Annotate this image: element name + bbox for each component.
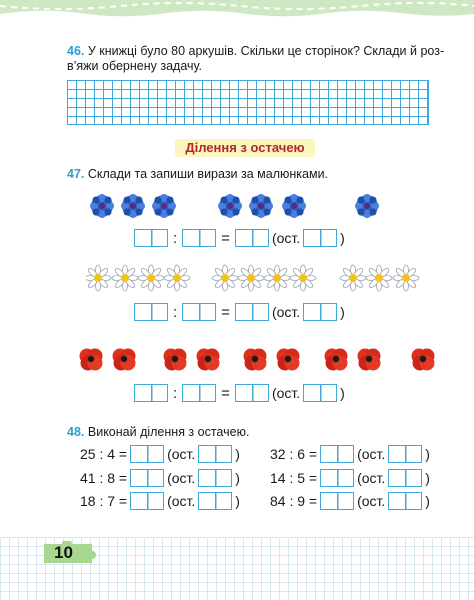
task-number: 47. [67,167,85,181]
close-paren: ) [340,385,345,401]
remainder-label: (ост. [357,470,386,486]
remainder-box[interactable] [303,229,337,247]
exercise-expression: 32 : 6 = [270,446,318,462]
division-exercise [270,469,430,487]
remainder-label: (ост. [357,493,386,509]
task-number: 48. [67,425,85,439]
answer-box[interactable] [182,303,216,321]
division-exercise [80,492,240,510]
answer-box[interactable] [134,229,168,247]
remainder-box[interactable] [303,384,337,402]
task-text: Виконай ділення з остачею. [87,425,250,439]
divide-sign: : [173,229,178,247]
remainder-box[interactable] [198,492,232,510]
writing-grid[interactable] [67,80,429,125]
expression-row-2 [134,303,345,321]
division-exercise [80,469,240,487]
close-paren: ) [340,230,345,246]
expression-row-3 [134,384,345,402]
close-paren: ) [425,493,430,509]
answer-box[interactable] [130,469,164,487]
close-paren: ) [425,470,430,486]
remainder-box[interactable] [388,469,422,487]
task-47 [67,166,328,183]
remainder-box[interactable] [388,445,422,463]
task-number: 46. [67,44,85,58]
cornflowers-illustration [88,193,388,219]
close-paren: ) [235,470,240,486]
page-number: 10 [54,543,73,562]
divide-sign: : [173,303,178,321]
answer-box[interactable] [182,229,216,247]
answer-box[interactable] [320,492,354,510]
answer-box[interactable] [130,445,164,463]
task-48 [67,424,249,441]
equals-sign: = [221,229,230,247]
exercise-expression: 84 : 9 = [270,493,318,509]
close-paren: ) [340,304,345,320]
answer-box[interactable] [134,303,168,321]
remainder-box[interactable] [388,492,422,510]
remainder-box[interactable] [198,469,232,487]
remainder-label: (ост. [167,446,196,462]
division-exercise [270,492,430,510]
close-paren: ) [235,446,240,462]
answer-box[interactable] [235,303,269,321]
poppies-illustration [78,345,442,373]
answer-box[interactable] [320,445,354,463]
equals-sign: = [221,384,230,402]
remainder-label: (ост. [167,470,196,486]
exercise-expression: 41 : 8 = [80,470,128,486]
close-paren: ) [235,493,240,509]
division-exercise [80,445,240,463]
task-text: Склади та запиши вирази за малюнками. [87,167,329,181]
daisies-illustration [86,264,420,292]
answer-box[interactable] [182,384,216,402]
section-heading: Ділення з остачею [185,140,305,155]
divide-sign: : [173,384,178,402]
remainder-label: (ост. [271,385,301,401]
answer-box[interactable] [130,492,164,510]
task-46-line2: в’яжи обернену задачу. [67,59,202,73]
remainder-label: (ост. [357,446,386,462]
expression-row-1 [134,229,345,247]
task-text: У книжці було 80 аркушів. Скільки це сторінок? Склади й роз- [87,44,445,58]
exercise-expression: 25 : 4 = [80,446,128,462]
exercise-expression: 14 : 5 = [270,470,318,486]
equals-sign: = [221,303,230,321]
remainder-box[interactable] [198,445,232,463]
exercise-expression: 18 : 7 = [80,493,128,509]
remainder-label: (ост. [271,304,301,320]
answer-box[interactable] [134,384,168,402]
close-paren: ) [425,446,430,462]
remainder-box[interactable] [303,303,337,321]
division-exercise [270,445,430,463]
remainder-label: (ост. [271,230,301,246]
answer-box[interactable] [235,384,269,402]
answer-box[interactable] [320,469,354,487]
top-decorative-band [0,0,474,28]
answer-box[interactable] [235,229,269,247]
remainder-label: (ост. [167,493,196,509]
